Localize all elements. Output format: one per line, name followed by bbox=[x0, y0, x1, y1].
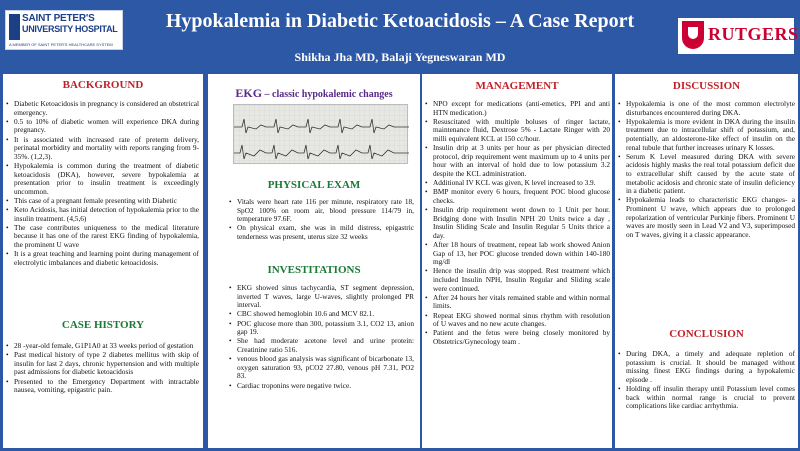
list-item: • Repeat EKG showed normal sinus rhythm with resolution of U waves and no new acute changes. bbox=[424, 312, 610, 329]
list-item: • It is a great teaching and learning point during management of electrolytic imbalances and diabetic ketoacidosis. bbox=[5, 250, 199, 267]
investigations-list bbox=[228, 284, 414, 391]
case-history-heading: CASE HISTORY bbox=[61, 319, 145, 331]
list-item: • After 24 hours her vitals remained stable and within normal limits. bbox=[424, 294, 610, 311]
list-item: • Hypokalemia is more evident in DKA during the insulin treatment due to intracellular shift of potassium, and, potentially, an aldosterone-like effect of insulin on the renal tubule that further increases urinary K losses. bbox=[617, 118, 795, 152]
list-item: • Patient and the fetus were being closely monitored by Obstetrics/Gynecology team . bbox=[424, 329, 610, 346]
list-item: • Keto Acidosis, has initial detection of hypokalemia prior to the insulin treatment. (4,5,6) bbox=[5, 206, 199, 223]
list-item: • Insulin drip requirement went down to 1 Unit per hour. Bridging done with Insulin NPH 20 Units twice a day , Insulin Sliding Scale and Insulin Regular 5 Units thrice a day. bbox=[424, 206, 610, 240]
hospital-mark-icon bbox=[9, 14, 20, 40]
list-item: • CBC showed hemoglobin 10.6 and MCV 82.1. bbox=[228, 310, 414, 319]
list-item: • Hypokalemia leads to characteristic EKG changes- a Prominent U wave, which appears due to prolonged repolarization of ventricular Purkinje fibers. Prominent U waves are mostly seen in Lead V2 and V3, superimposed on T waves, giving it a classic appearance. bbox=[617, 196, 795, 239]
list-item: • 28 -year-old female, G1P1A0 at 33 weeks period of gestation bbox=[5, 342, 199, 351]
management-heading: MANAGEMENT bbox=[475, 80, 559, 92]
list-item: • The case contributes uniqueness to the medical literature because it has one of the rarest EKG finding of hypokalemia, the prominent U wave bbox=[5, 224, 199, 250]
physical-exam-list bbox=[228, 198, 414, 242]
background-list bbox=[5, 100, 199, 268]
list-item: • Hence the insulin drip was stopped. Rest treatment which included Insulin NPH, Insulin Regular and Sliding scale were continued. bbox=[424, 267, 610, 293]
management-list bbox=[424, 100, 610, 347]
rutgers-logo bbox=[678, 18, 799, 54]
list-item: • Hypokalemia is common during the treatment of diabetic ketoacidosis (DKA), however, severe hypokalemia at presentation prior to insulin treatment is exceedingly uncommon. bbox=[5, 162, 199, 196]
list-item: • It is associated with increased rate of preterm delivery, perinatal morbidity and mortality with reports ranging from 9-35%. (1,2,3). bbox=[5, 136, 199, 162]
investigations-heading: INVESTITATIONS bbox=[267, 264, 361, 276]
saint-peters-logo bbox=[5, 10, 123, 50]
list-item: • Insulin drip at 3 units per hour as per physician directed protocol, drip requirement went maximum up to 4 units per hour with an interval of hold due to low potassium 3.2 despite the KCL administration. bbox=[424, 144, 610, 178]
poster-header bbox=[0, 0, 800, 74]
logo-line-1: SAINT PETER'S bbox=[22, 13, 95, 24]
list-item: • This case of a pregnant female presenting with Diabetic bbox=[5, 197, 199, 206]
list-item: • NPO except for medications (anti-emetics, PPI and anti HTN medication.) bbox=[424, 100, 610, 117]
ekg-heading bbox=[208, 86, 420, 101]
ekg-label: EKG bbox=[235, 86, 263, 100]
case-history-list bbox=[5, 342, 199, 395]
list-item: • During DKA, a timely and adequate repletion of potassium is crucial. It should be managed without missing finest EKG findings during a hypokalemic episode . bbox=[617, 350, 795, 384]
conclusion-heading: CONCLUSION bbox=[669, 328, 744, 340]
discussion-heading: DISCUSSION bbox=[672, 80, 741, 92]
rutgers-shield-icon bbox=[682, 21, 704, 49]
list-item: • Holding off insulin therapy until Potassium level comes back within normal range is crucial to prevent complications like cardiac arrhythmia. bbox=[617, 385, 795, 411]
list-item: • BMP monitor every 6 hours, frequent POC blood glucose checks. bbox=[424, 188, 610, 205]
conclusion-list bbox=[617, 350, 795, 411]
list-item: • EKG showed sinus tachycardia, ST segment depression, inverted T waves, large U-waves, slightly prolonged PR interval. bbox=[228, 284, 414, 310]
list-item: • Vitals were heart rate 116 per minute, respiratory rate 18, SpO2 100% on room air, blood pressure 114/79 in, temperature 97.6F. bbox=[228, 198, 414, 224]
column-background bbox=[3, 74, 203, 448]
list-item: • Past medical history of type 2 diabetes mellitus with skip of insulin for last 2 days, chronic hypertension and with multiple past admissions for diabetic ketoacidosis bbox=[5, 351, 199, 377]
column-management bbox=[422, 74, 612, 448]
poster-title: Hypokalemia in Diabetic Ketoacidosis – A Case Report bbox=[165, 10, 635, 32]
logo-line-2: UNIVERSITY HOSPITAL bbox=[22, 24, 118, 34]
column-discussion bbox=[615, 74, 798, 448]
list-item: • After 18 hours of treatment, repeat lab work showed Anion Gap of 13, her POC glucose trended down within 140-180 mg/dl bbox=[424, 241, 610, 267]
poster-authors: Shikha Jha MD, Balaji Yegneswaran MD bbox=[294, 50, 506, 64]
list-item: • Cardiac troponins were negative twice. bbox=[228, 382, 414, 391]
list-item: • Presented to the Emergency Department with intractable nausea, vomiting, epigastric pain. bbox=[5, 378, 199, 395]
ekg-subtitle: – classic hypokalemic changes bbox=[262, 89, 393, 100]
list-item: • Resuscitated with multiple boluses of ringer lactate, maintenance fluid, Dextrose 5% - Lactate Ringer with 20 milli equivalent KCL at 150 cc/hour. bbox=[424, 118, 610, 144]
logo-line-3: A MEMBER OF SAINT PETER'S HEALTHCARE SYSTEM bbox=[9, 42, 113, 47]
list-item: • 0.5 to 10% of diabetic women will experience DKA during pregnancy. bbox=[5, 118, 199, 135]
list-item: • venous blood gas analysis was significant of bicarbonate 13, oxygen saturation 93, pCO2 27.80, venous pH 7.31, PO2 83. bbox=[228, 355, 414, 381]
physical-exam-heading: PHYSICAL EXAM bbox=[267, 179, 361, 191]
list-item: • Additional IV KCL was given, K level increased to 3.9. bbox=[424, 179, 610, 188]
list-item: • Hypokalemia is one of the most common electrolyte disturbances encountered during DKA. bbox=[617, 100, 795, 117]
ekg-strip-image bbox=[233, 104, 408, 164]
list-item: • POC glucose more than 300, potassium 3.1, CO2 13, anion gap 19. bbox=[228, 320, 414, 337]
list-item: • Diabetic Ketoacidosis in pregnancy is considered an obstetrical emergency. bbox=[5, 100, 199, 117]
list-item: • Serum K Level measured during DKA with severe acidosis highly masks the real total potassium deficit due to extracellular shift caused by the acute state of metabolic acidosis and chronic state of insulin deficiency in a diabetic patient. bbox=[617, 153, 795, 196]
rutgers-wordmark: RUTGERS bbox=[708, 24, 799, 44]
list-item: • On physical exam, she was in mild distress, epigastric tenderness was present, uterus size 32 weeks bbox=[228, 224, 414, 241]
ekg-trace-icon bbox=[234, 105, 409, 165]
discussion-list bbox=[617, 100, 795, 240]
list-item: • She had moderate acetone level and urine protein: Creatinine ratio 516. bbox=[228, 337, 414, 354]
background-heading: BACKGROUND bbox=[62, 79, 144, 91]
column-ekg-exam bbox=[208, 74, 420, 448]
